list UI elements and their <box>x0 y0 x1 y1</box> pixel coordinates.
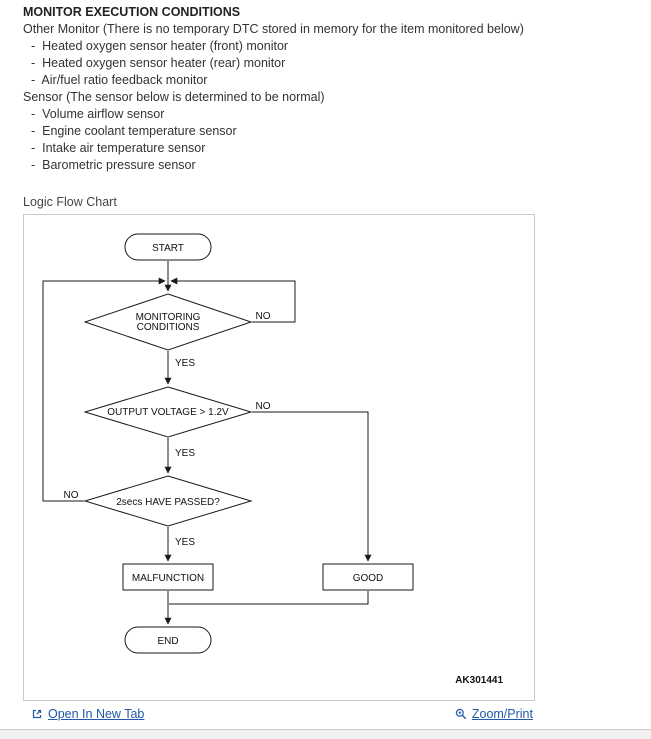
yes-label-monitoring: YES <box>175 358 196 369</box>
list-item: - Barometric pressure sensor <box>23 157 651 174</box>
open-in-new-tab-label: Open In New Tab <box>48 707 145 721</box>
zoom-icon <box>455 708 467 720</box>
chart-toolbar <box>23 701 535 728</box>
edge-voltage-no-to-good <box>252 412 368 561</box>
figure-ref-code: AK301441 <box>455 675 503 686</box>
zoom-print-link[interactable] <box>455 707 533 721</box>
no-label-voltage: NO <box>255 401 271 412</box>
output-voltage-label: OUTPUT VOLTAGE > 1.2V <box>107 407 229 418</box>
list-item: - Intake air temperature sensor <box>23 140 651 157</box>
open-in-new-tab-link[interactable] <box>31 707 144 721</box>
list-item: - Air/fuel ratio feedback monitor <box>23 72 651 89</box>
malfunction-label: MALFUNCTION <box>131 573 205 584</box>
yes-label-elapsed: YES <box>175 537 196 548</box>
page-title: MONITOR EXECUTION CONDITIONS <box>23 5 241 19</box>
no-label-monitoring: NO <box>255 311 271 322</box>
logic-flow-chart-frame <box>23 214 535 701</box>
elapsed-time-label: 2secs HAVE PASSED? <box>116 497 220 508</box>
monitoring-conditions-label-line2: CONDITIONS <box>136 322 200 333</box>
yes-label-voltage: YES <box>175 448 196 459</box>
list-item: - Heated oxygen sensor heater (front) monitor <box>23 38 651 55</box>
sensor-heading: Sensor (The sensor below is determined to be normal) <box>23 90 325 104</box>
other-monitor-heading: Other Monitor (There is no temporary DTC stored in memory for the item monitored below) <box>23 22 524 36</box>
list-item: - Volume airflow sensor <box>23 106 651 123</box>
sensor-list <box>23 106 651 174</box>
zoom-print-label: Zoom/Print <box>471 707 533 721</box>
open-in-new-icon <box>31 708 43 720</box>
list-item: - Heated oxygen sensor heater (rear) monitor <box>23 55 651 72</box>
other-monitor-list <box>23 38 651 89</box>
list-item: - Engine coolant temperature sensor <box>23 123 651 140</box>
flowchart-end-label: END <box>157 636 179 647</box>
monitoring-conditions-label-line1: MONITORING <box>135 312 201 323</box>
page-bottom-edge <box>0 729 651 739</box>
no-label-elapsed: NO <box>63 490 79 501</box>
edge-good-to-join <box>169 591 368 604</box>
good-label: GOOD <box>352 573 384 584</box>
logic-flow-chart <box>24 215 534 700</box>
flowchart-start-label: START <box>152 243 184 254</box>
chart-caption: Logic Flow Chart <box>23 195 117 209</box>
